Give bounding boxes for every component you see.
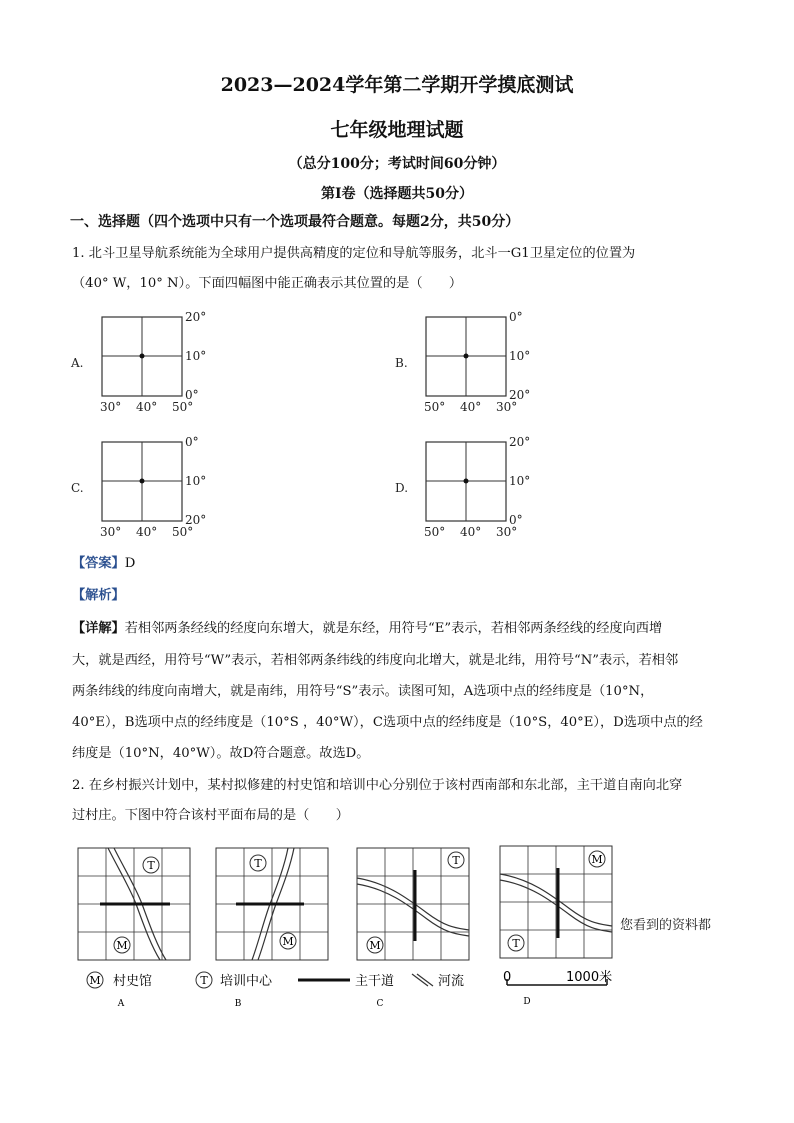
x-tick: 40° (460, 400, 482, 414)
section-heading: 一、选择题（四个选项中只有一个选项最符合题意。每题2分，共50分） (70, 214, 520, 230)
x-tick: 50° (424, 400, 446, 414)
y-tick: 10° (185, 349, 207, 363)
legend-training-label: 培训中心 (220, 974, 273, 989)
museum-symbol: M (116, 939, 128, 952)
y-tick: 20° (509, 435, 531, 449)
q1-option-b[interactable] (395, 310, 530, 414)
training-center-symbol: T (512, 937, 520, 950)
q1-point-b (464, 354, 469, 359)
q1-detail-line4: 40°E），B选项中点的经纬度是（10°S ，40°W），C选项中点的经纬度是（10°S，40°E），D选项中点的经 (72, 715, 703, 730)
q1-analysis-tag: 【解析】 (72, 588, 125, 603)
answer-value: D (124, 556, 136, 571)
y-tick: 20° (509, 388, 531, 402)
training-center-symbol: T (452, 854, 460, 867)
legend-road-label: 主干道 (355, 974, 395, 989)
x-tick: 50° (424, 525, 446, 539)
y-tick: 0° (509, 513, 523, 527)
q1-point-a (140, 354, 145, 359)
answer-tag: 【答案】 (72, 556, 125, 571)
q2-legend (87, 969, 612, 989)
q1-option-c-label: C. (71, 481, 84, 495)
x-tick: 30° (100, 525, 122, 539)
x-tick: 30° (496, 525, 518, 539)
map-caption-d: D (523, 997, 531, 1007)
y-tick: 0° (509, 310, 523, 324)
legend-training-symbol: T (200, 974, 208, 987)
exam-title: 2023—2024学年第二学期开学摸底测试 (220, 74, 574, 96)
museum-symbol: M (369, 939, 381, 952)
q2-stem-line2: 过村庄。下图中符合该村平面布局的是（ ） (72, 808, 349, 823)
q1-option-b-label: B. (395, 356, 408, 370)
map-caption-b: B (234, 999, 242, 1009)
q1-point-d (464, 479, 469, 484)
training-center-symbol: T (254, 857, 262, 870)
q1-option-d[interactable] (395, 435, 530, 539)
exam-subtitle: 七年级地理试题 (330, 119, 464, 141)
q1-detail-line5: 纬度是（10°N，40°W）。故D符合题意。故选D。 (72, 746, 370, 761)
y-tick: 10° (509, 474, 531, 488)
x-tick: 40° (136, 525, 158, 539)
q2-map-c[interactable] (357, 848, 469, 960)
q1-option-a-label: A. (71, 356, 84, 370)
q2-map-d[interactable] (500, 846, 612, 958)
y-tick: 10° (185, 474, 207, 488)
q1-option-d-label: D. (395, 481, 409, 495)
scale-start: 0 (503, 970, 512, 985)
legend-museum-label: 村史馆 (113, 974, 153, 989)
q2-map-a[interactable] (78, 848, 190, 960)
y-tick: 20° (185, 513, 207, 527)
training-center-symbol: T (147, 859, 155, 872)
map-caption-c: C (376, 999, 384, 1009)
q1-option-grids (60, 305, 580, 545)
q2-village-maps (0, 838, 794, 1018)
x-tick: 30° (496, 400, 518, 414)
x-tick: 50° (172, 400, 194, 414)
y-tick: 0° (185, 388, 199, 402)
q1-option-c[interactable] (71, 435, 206, 539)
q1-stem-line2: （40° W，10° N）。下面四幅图中能正确表示其位置的是（ ） (72, 276, 463, 291)
q1-point-c (140, 479, 145, 484)
map-caption-a: A (117, 999, 125, 1009)
q2-map-b[interactable] (216, 848, 328, 960)
y-tick: 10° (509, 349, 531, 363)
volume-heading: 第Ⅰ卷（选择题共50分） (320, 186, 474, 202)
detail-tag: 【详解】 (72, 621, 125, 636)
q1-detail-line2: 大，就是西经，用符号“W”表示，若相邻两条纬线的纬度向北增大，就是北纬，用符号“N”表示，若相邻 (72, 653, 679, 668)
museum-symbol: M (591, 853, 603, 866)
x-tick: 30° (100, 400, 122, 414)
q1-detail-line3: 两条纬线的纬度向南增大，就是南纬，用符号“S”表示。读图可知，A选项中点的经纬度是（10°N， (72, 684, 654, 699)
x-tick: 40° (136, 400, 158, 414)
q1-option-a[interactable] (70, 310, 206, 414)
legend-river-label: 河流 (438, 974, 465, 989)
scale-end: 1000米 (566, 970, 613, 985)
q2-stem-line1: 2. 在乡村振兴计划中，某村拟修建的村史馆和培训中心分别位于该村西南部和东北部，主干道自南向北穿 (72, 778, 683, 793)
y-tick: 0° (185, 435, 199, 449)
x-tick: 50° (172, 525, 194, 539)
detail-text: 若相邻两条经线的经度向东增大，就是东经，用符号“E”表示，若相邻两条经线的经度向西增 (124, 621, 663, 636)
score-time: （总分100分；考试时间60分钟） (288, 156, 506, 172)
x-tick: 40° (460, 525, 482, 539)
q1-detail-line1 (72, 621, 662, 637)
y-tick: 20° (185, 310, 207, 324)
q1-answer (72, 556, 135, 572)
museum-symbol: M (282, 935, 294, 948)
q1-stem-line1: 1. 北斗卫星导航系统能为全球用户提供高精度的定位和导航等服务，北斗一G1卫星定位的位置为 (72, 246, 636, 261)
watermark-text: 您看到的资料都 (620, 918, 712, 933)
legend-museum-symbol: M (89, 974, 101, 987)
